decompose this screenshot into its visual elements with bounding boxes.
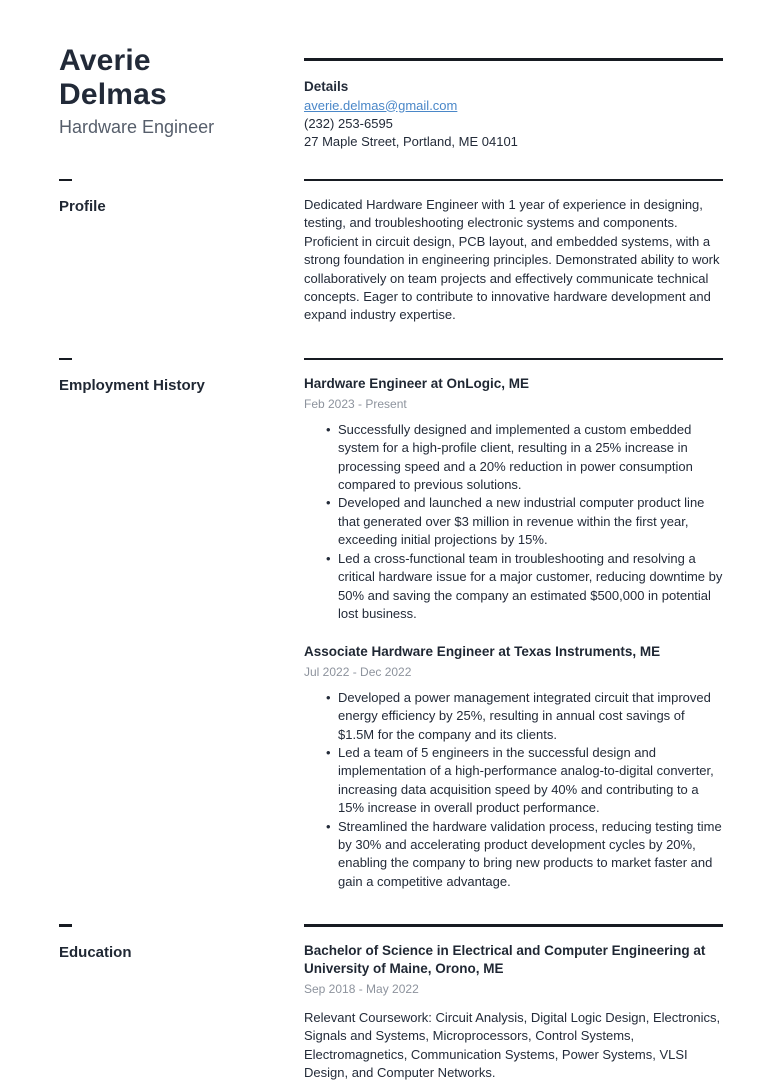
header xyxy=(0,44,768,151)
page-title: Averie Delmas xyxy=(59,44,167,111)
job-dates: Feb 2023 - Present xyxy=(304,396,407,411)
job-bullet-list xyxy=(304,689,723,891)
education-section xyxy=(0,924,768,1082)
profile-label-column xyxy=(59,179,304,325)
job-bullet-list xyxy=(304,421,723,623)
details-block xyxy=(304,44,723,151)
job-dates: Jul 2022 - Dec 2022 xyxy=(304,664,412,679)
job-bullet: • Led a cross-functional team in troubleshooting and resolving a critical hardware issue for a major customer, reducing downtime by 50% and saving the company an estimated $500,000 in potential lost business. xyxy=(326,550,723,624)
education-section-label: Education xyxy=(59,943,132,961)
education-label-column xyxy=(59,924,304,1082)
section-rule xyxy=(304,179,723,182)
profile-text: Dedicated Hardware Engineer with 1 year of experience in designing, testing, and troubleshooting electronic systems and components. Proficient in circuit design, PCB layout, and embedded systems, with a strong foundation in engineering principles. Demonstrated ability to work collaboratively on team projects and effectively communicate technical concepts. Eager to contribute to innovative hardware development and expand industry expertise. xyxy=(304,197,720,323)
job-bullet: • Led a team of 5 engineers in the successful design and implementation of a high-performance analog-to-digital converter, increasing data acquisition speed by 40% and contributing to a 15% increase in overall product performance. xyxy=(326,744,723,818)
job-entry xyxy=(304,375,723,623)
job-title: Hardware Engineer at OnLogic, ME xyxy=(304,376,530,392)
section-rule xyxy=(304,924,723,927)
section-rule xyxy=(304,358,723,361)
degree-title: Bachelor of Science in Electrical and Computer Engineering at University of Maine, Orono, ME xyxy=(304,942,706,977)
job-bullet: • Successfully designed and implemented a custom embedded system for a high-profile client, resulting in a 25% increase in processing speed and a 20% reduction in power consumption compared to previous solutions. xyxy=(326,421,723,495)
education-content xyxy=(304,924,723,1082)
phone-number: (232) 253-6595 xyxy=(304,115,393,131)
header-identity xyxy=(59,44,304,151)
education-entry xyxy=(304,942,723,1083)
employment-content xyxy=(304,358,723,891)
email-link[interactable]: averie.delmas@gmail.com xyxy=(304,97,458,113)
details-heading: Details xyxy=(304,78,349,94)
section-divider-dash xyxy=(59,179,72,182)
job-bullet: • Developed and launched a new industrial computer product line that generated over $3 million in revenue within the first year, exceeding initial projections by 15%. xyxy=(326,494,723,549)
job-entry xyxy=(304,643,723,891)
section-divider-dash xyxy=(59,924,72,927)
address: 27 Maple Street, Portland, ME 04101 xyxy=(304,133,518,149)
job-subtitle: Hardware Engineer xyxy=(59,117,215,137)
education-dates: Sep 2018 - May 2022 xyxy=(304,981,419,996)
coursework-text: Relevant Coursework: Circuit Analysis, Digital Logic Design, Electronics, Signals and Systems, Microprocessors, Control Systems, Electromagnetics, Communication Systems, Power Systems, VLSI Design, and Computer Networks. xyxy=(304,1009,721,1080)
job-bullet: • Streamlined the hardware validation process, reducing testing time by 30% and accelerating product development cycles by 20%, enabling the company to bring new products to market faster and gain a competitive advantage. xyxy=(326,818,723,892)
profile-content xyxy=(304,179,723,325)
job-bullet: • Developed a power management integrated circuit that improved energy efficiency by 25%, resulting in annual cost savings of $1.5M for the company and its clients. xyxy=(326,689,723,744)
employment-label-column xyxy=(59,358,304,891)
section-rule xyxy=(304,58,723,61)
profile-section xyxy=(0,179,768,325)
employment-section-label: Employment History xyxy=(59,377,205,395)
job-title: Associate Hardware Engineer at Texas Instruments, ME xyxy=(304,644,661,660)
section-divider-dash xyxy=(59,358,72,361)
employment-section xyxy=(0,358,768,891)
profile-section-label: Profile xyxy=(59,198,106,215)
